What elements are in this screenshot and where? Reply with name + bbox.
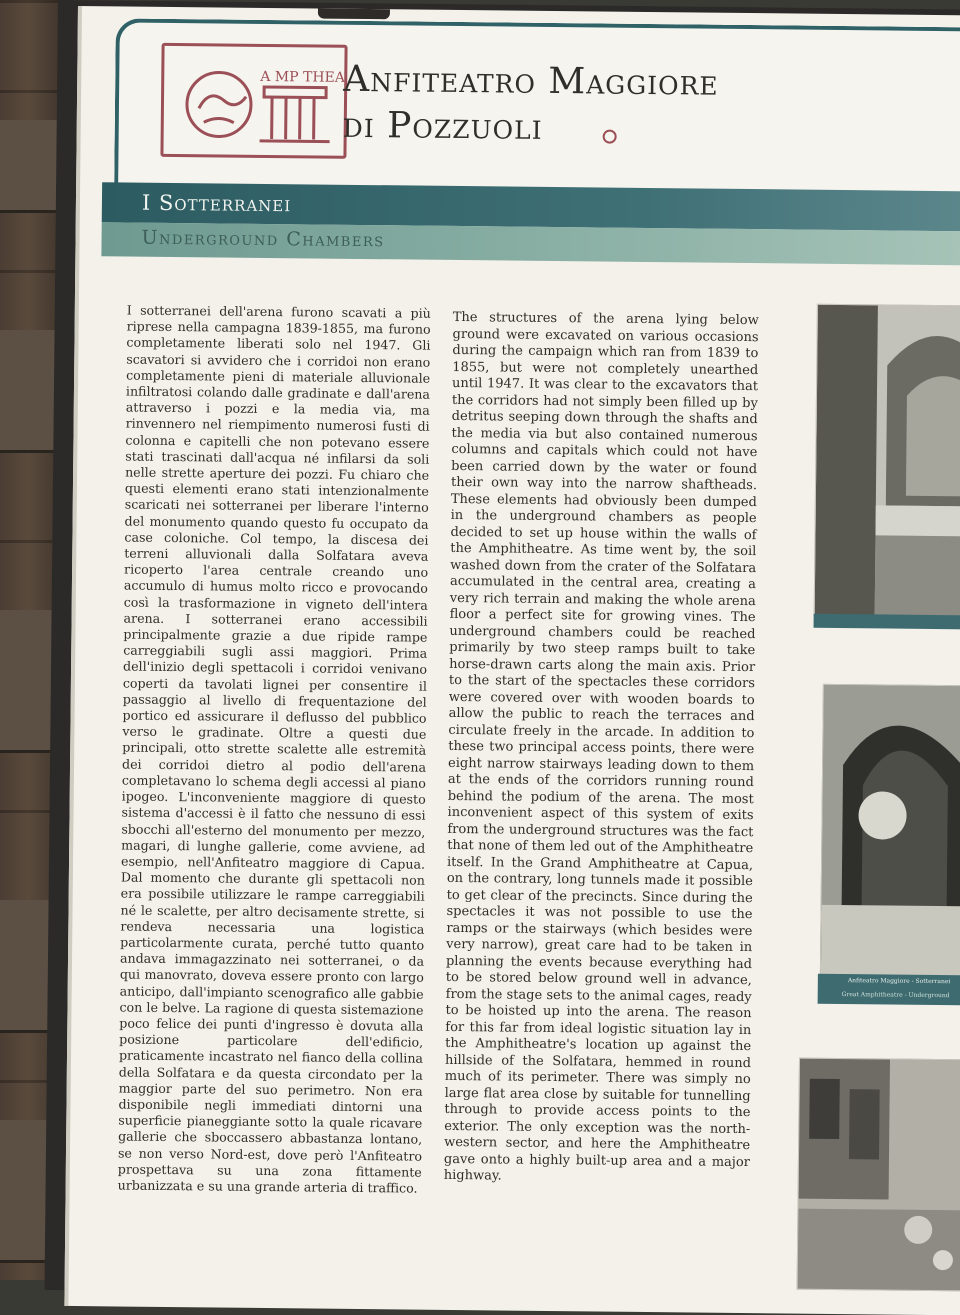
logo-text: A MP THEAT [259,69,344,86]
photo-accent-bar [814,614,960,630]
wall-block [0,120,60,213]
info-sign [64,6,960,1315]
title-line-1: Anfiteatro Maggiore [343,57,719,107]
section-title-english: Underground Chambers [141,227,384,252]
mount-tab [318,9,390,20]
theatre-emblem-icon [163,46,344,156]
photo-underground-corridor [814,304,960,618]
english-text-column [444,310,759,1188]
photo-ruins [797,1058,960,1292]
english-text: The structures of the arena lying below ground were excavated on various occasions during the campaign which ran from 1839 to 1855, but were not completely unearthed until 1947. It was clear to the excavators that the corridors had not simply been filled up by detritus seeping down through the shafts and the media via but also contained numerous columns and capitals which could not have been carried down by the water or found their own way into the narrow shaftheads. These elements had obviously been dumped in the underground chambers as people decided to set up house within the walls of the Amphitheatre. As time went by, the soil washed down from the crater of the Solfatara accumulated in the central area, creating a very rich terrain and making the whole arena floor a perfect site for growing vines. The underground chambers could be reached primarily by two steep ramps built to take horse-drawn carts along the main axis. Prior to the start of the spectacles these corridors were covered over with wooden boards to allow the public to reach the terraces and circulate freely in the arcade. In addition to these two principal access points, there were eight narrow stairways leading down to them at the ends of the corridors running round behind the podium of the arena. The most inconvenient aspect of this system of exits from the underground structures was the fact that none of them led out of the Amphitheatre itself. In the Grand Amphitheatre at Capua, on the contrary, long tunnels made it possible to get clear of the precincts. Since during the spectacles it was not possible to use the ramps or the stairways (which besides were very narrow), great care had to be taken in planning the events because everything had to be stored below ground well in advance, from the stage sets to the animal cages, ready to be hoisted up into the arena. The reason for this far from ideal logistic situation lay in the Amphitheatre's location up against the hillside of the Solfatara, hemmed in round much of its perimeter. There was simply no large flat area close by suitable for tunnelling through to provide access points to the exterior. The only exception was the north-western sector, and here the Amphitheatre gave onto a highly built-up area and a major highway. [444,310,759,1188]
photo-arched-passage [820,684,960,978]
wall-block [0,330,60,453]
caption-english: Great Amphitheatre - Underground [842,991,950,999]
ornament-icon [603,130,617,144]
amp-logo [160,43,347,159]
italian-text-column [118,303,431,1197]
page-title [343,57,719,153]
title-line-2: di Pozzuoli [343,103,719,153]
italian-text: I sotterranei dell'arena furono scavati a più riprese nella campagna 1839-1855, ma furono completamente liberati solo nel 1947. Gli scavatori si avvidero che i corridoi non erano completamente pieni di materiale alluvionale infiltratosi colando dalle gradinate e dall'arena attraverso i pozzi e la media via, ma rinvennero nel riempimento numerosi fusti di colonna e capitelli che non potevano essere stati trascinati dall'acqua né infilarsi da soli nelle strette aperture dei pozzi. Fu chiaro che questi elementi erano stati intenzionalmente scaricati nei sotterranei per liberare l'interno del monumento quando questo fu occupato da case coloniche. Col tempo, la discesa dei terreni alluvionali dalla Solfatara aveva ricoperto l'area centrale creando uno accumulo di humus molto ricco e provocando così la trasformazione in vigneto dell'intera arena. I sotterranei erano accessibili principalmente grazie a due ripide rampe carreggiabili sugli assi maggiori. Prima dell'inizio degli spettacoli i corridoi venivano coperti da tavolati lignei per consentire il passaggio al livello di frequentazione del portico ed assicurare il deflusso del pubblico verso le gradinate. Oltre a questi due principali, otto strette scalette alle estremità dei corridoi dietro al podio dell'arena completavano lo schema degli accessi al piano ipogeo. L'inconveniente maggiore di questo sistema d'accessi è il fatto che nessuno di essi sbocchi all'esterno del monumento per mezzo, magari, di lunghe gallerie, come avviene, ad esempio, nell'Anfiteatro maggiore di Capua. Dal momento che durante gli spettacoli non era possibile utilizzare le rampe carreggiabili né le scalette, per altro decisamente strette, si rendeva necessaria una logistica particolarmente curata, perché tutto quanto andava immagazzinato nei sotterranei, o da qui manovrato, doveva essere pronto con largo anticipo, dall'impianto scenografico alle gabbie con le belve. La ragione di questa sistemazione poco felice dei punti d'ingresso è dovuta alla posizione particolare dell'edificio, praticamente incastrato nel fianco della collina della Solfatara e da questa circondato per la maggior parte del suo perimetro. Non era disponibile negli immediati dintorni una superficie pianeggiante sotto la quale ricavare gallerie che sboccassero abbastanza lontano, se non verso Nord-est, dove però l'Anfiteatro prospettava su una zona fittamente urbanizzata e su una grande arteria di traffico. [118,303,431,1197]
caption-italian: Anfiteatro Maggiore - Sotterranei [848,977,951,985]
photo-caption [818,974,960,1006]
section-title-italian: I Sotterranei [142,191,292,217]
